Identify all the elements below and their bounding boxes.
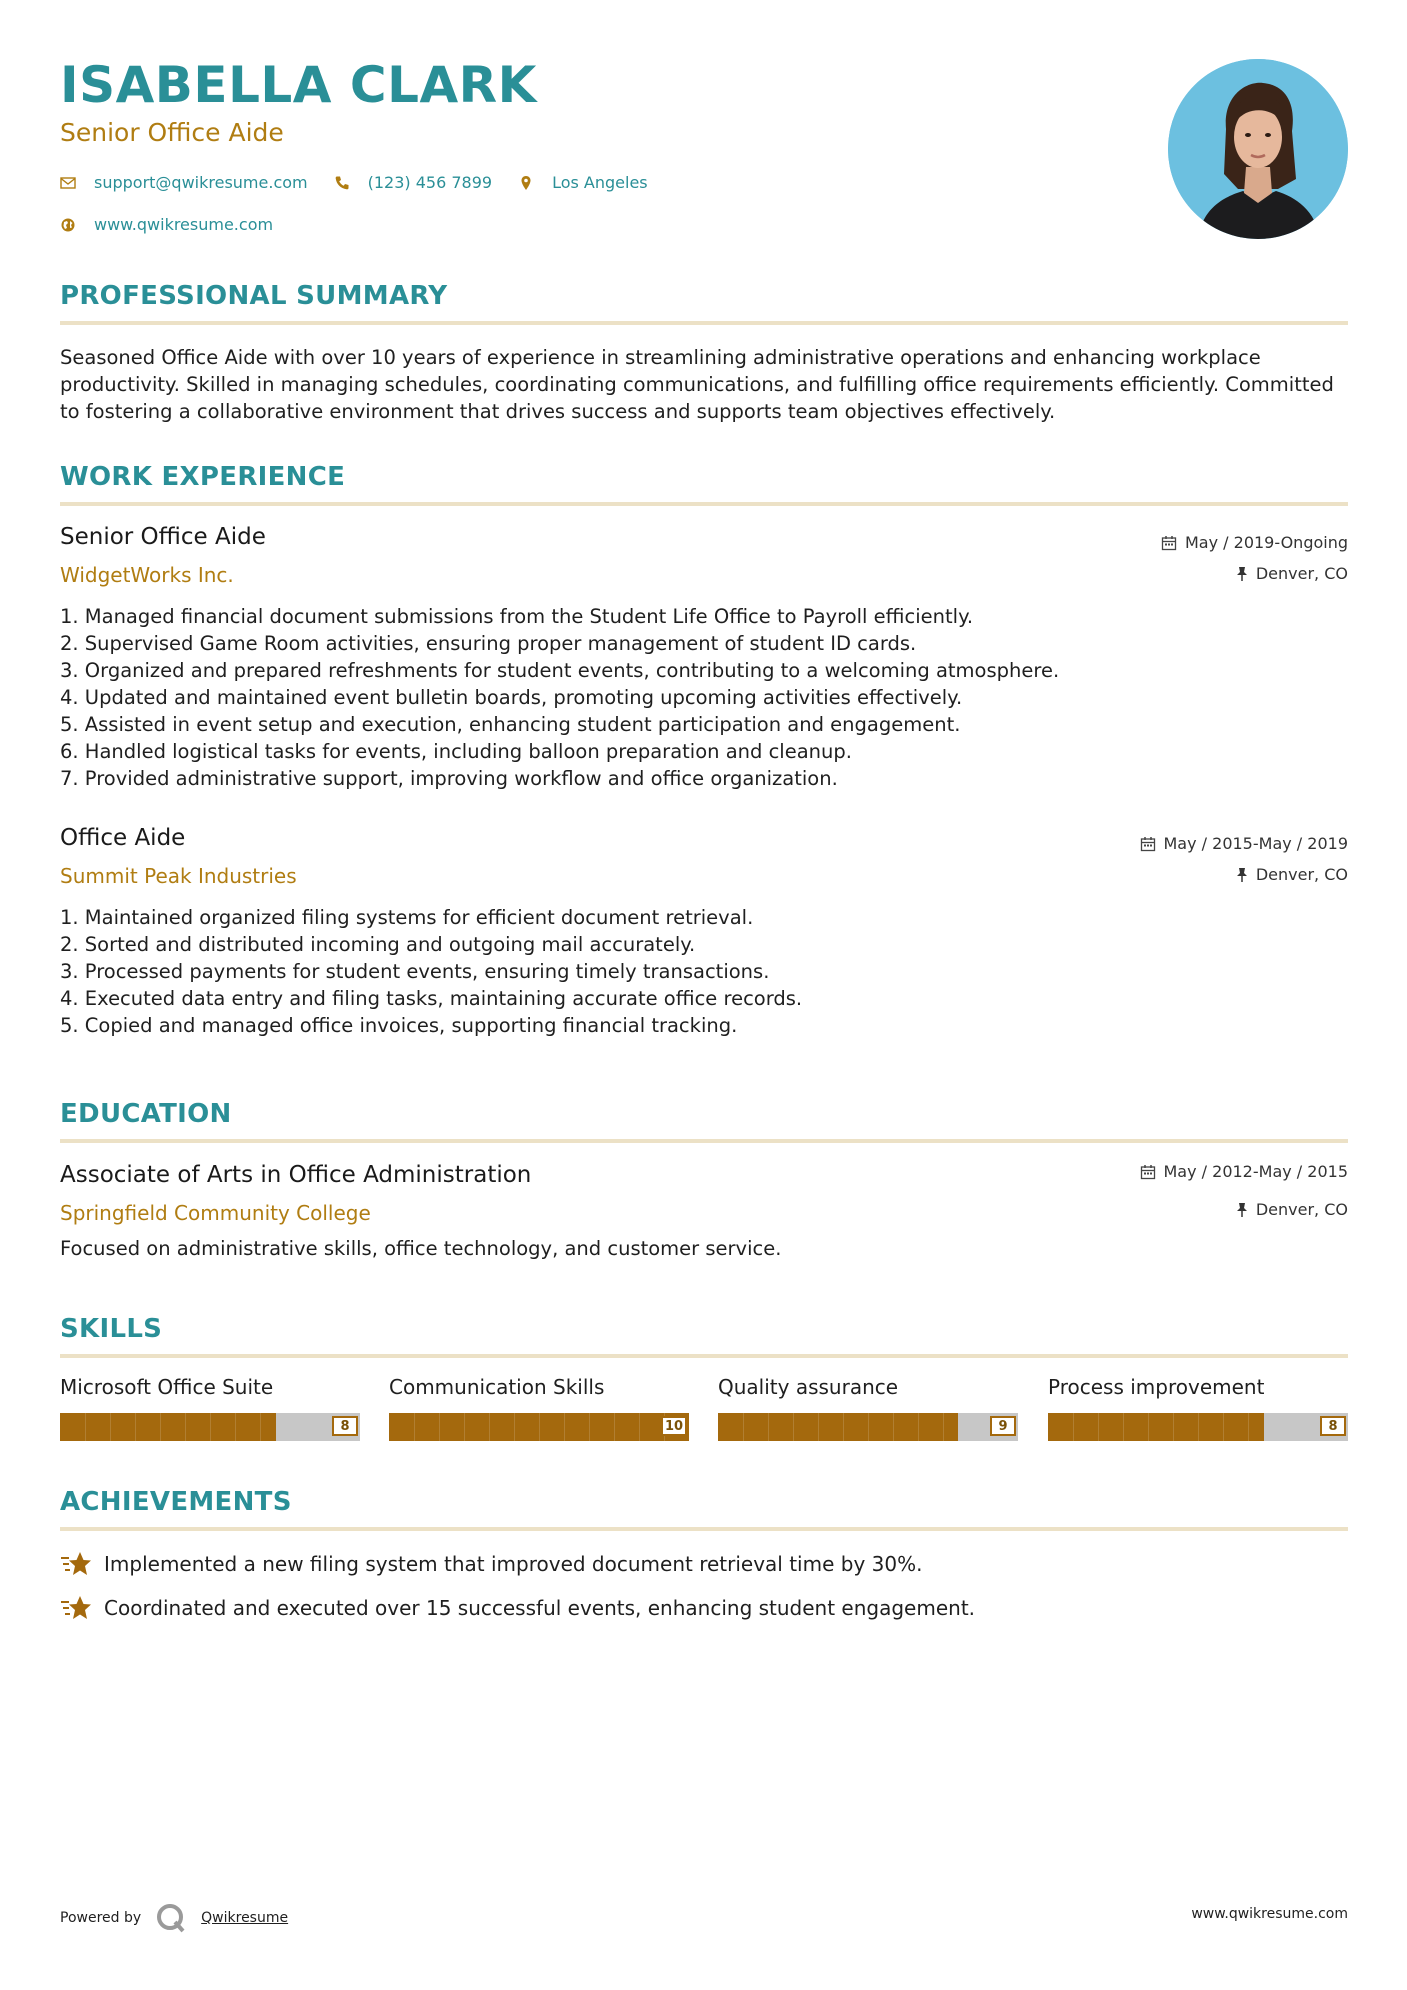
contact-website[interactable] <box>60 215 273 234</box>
skill-bar-segment <box>110 1413 111 1441</box>
education-school: Springfield Community College <box>60 1201 371 1225</box>
map-pin-icon <box>518 175 534 191</box>
list-item: 3. Organized and prepared refreshments for student events, contributing to a welcoming atmosphere. <box>60 659 1060 682</box>
skill-bar-segment <box>439 1413 440 1441</box>
contact-row-secondary <box>60 215 299 234</box>
skill-rating: 8 <box>1320 1416 1346 1436</box>
education-degree: Associate of Arts in Office Administration <box>60 1162 532 1188</box>
education-heading: EDUCATION <box>60 1099 232 1129</box>
list-item: 1. Managed financial document submissions from the Student Life Office to Payroll efficiently. <box>60 605 974 628</box>
website-text: www.qwikresume.com <box>94 215 274 234</box>
star-award-icon <box>60 1550 92 1578</box>
skill-bar-segment <box>160 1413 161 1441</box>
education-dates <box>1140 1162 1349 1181</box>
education-description: Focused on administrative skills, office technology, and customer service. <box>60 1237 782 1260</box>
contact-phone[interactable] <box>334 173 492 192</box>
skill-bar-segment <box>85 1413 86 1441</box>
list-item: 2. Sorted and distributed incoming and outgoing mail accurately. <box>60 933 696 956</box>
achievement-text: Implemented a new filing system that improved document retrieval time by 30%. <box>104 1552 923 1576</box>
job-dates <box>1140 834 1349 853</box>
skill-bar-segment <box>589 1413 590 1441</box>
skill-label: Communication Skills <box>389 1375 605 1399</box>
skill-bar <box>60 1413 360 1441</box>
skill-bar-segment <box>918 1413 919 1441</box>
job-bullets <box>60 603 1059 792</box>
summary-heading: PROFESSIONAL SUMMARY <box>60 281 448 311</box>
job-location <box>1236 865 1348 884</box>
skill-bar-segment <box>210 1413 211 1441</box>
list-item: 6. Handled logistical tasks for events, including balloon preparation and cleanup. <box>60 740 852 763</box>
education-dates-text: May / 2012-May / 2015 <box>1163 1162 1348 1181</box>
list-item: 5. Assisted in event setup and execution, enhancing student participation and engagement. <box>60 713 961 736</box>
list-item: 4. Executed data entry and filing tasks, maintaining accurate office records. <box>60 987 803 1010</box>
job-location-text: Denver, CO <box>1255 865 1348 884</box>
skill-bar-segment <box>1148 1413 1149 1441</box>
experience-divider <box>60 502 1348 506</box>
achievement-item <box>60 1594 975 1622</box>
calendar-icon <box>1140 1164 1156 1180</box>
skill-bar-segment <box>185 1413 186 1441</box>
pushpin-icon <box>1236 566 1248 582</box>
skill-bar-segment <box>1248 1413 1249 1441</box>
calendar-icon <box>1161 535 1177 551</box>
skill-bar-fill <box>718 1413 958 1441</box>
list-item: 7. Provided administrative support, improving workflow and office organization. <box>60 767 838 790</box>
skill-bar-segment <box>614 1413 615 1441</box>
skills-heading: SKILLS <box>60 1314 163 1344</box>
skill-bar-segment <box>818 1413 819 1441</box>
education-divider <box>60 1139 1348 1143</box>
location-text: Los Angeles <box>552 173 648 192</box>
job-company: Summit Peak Industries <box>60 864 297 888</box>
skill-item <box>1048 1375 1348 1441</box>
skill-bar-segment <box>539 1413 540 1441</box>
skill-bar-segment <box>1173 1413 1174 1441</box>
contact-location <box>518 173 648 192</box>
skill-bar <box>718 1413 1018 1441</box>
footer-website[interactable]: www.qwikresume.com <box>1191 1906 1348 1922</box>
list-item: 2. Supervised Game Room activities, ensuring proper management of student ID cards. <box>60 632 917 655</box>
skill-bar <box>1048 1413 1348 1441</box>
summary-text: Seasoned Office Aide with over 10 years of experience in streamlining administrative operations and enhancing workplace productivity. Skilled in managing schedules, coordinating communications, and fulfilling office requirements efficiently. Committed to fostering a collaborative environment that drives success and supports team objectives effectively. <box>60 346 1334 423</box>
skill-item <box>718 1375 1018 1441</box>
skill-bar-segment <box>489 1413 490 1441</box>
job-role: Office Aide <box>60 825 186 851</box>
job-dates-text: May / 2015-May / 2019 <box>1163 834 1348 853</box>
education-location <box>1236 1200 1348 1219</box>
qwikresume-logo-icon <box>155 1902 187 1934</box>
email-text: support@qwikresume.com <box>94 173 308 192</box>
skill-bar-segment <box>793 1413 794 1441</box>
summary-divider <box>60 321 1348 325</box>
job-bullets <box>60 904 802 1039</box>
achievements-heading: ACHIEVEMENTS <box>60 1487 292 1517</box>
skill-bar-segment <box>743 1413 744 1441</box>
phone-icon <box>334 175 350 191</box>
skill-bar-segment <box>135 1413 136 1441</box>
skill-bar-segment <box>893 1413 894 1441</box>
list-item: 1. Maintained organized filing systems for efficient document retrieval. <box>60 906 754 929</box>
profile-photo <box>1168 59 1348 239</box>
qwikresume-link[interactable]: Qwikresume <box>201 1910 289 1926</box>
skill-bar-segment <box>1123 1413 1124 1441</box>
globe-icon <box>60 217 76 233</box>
powered-by-text: Powered by <box>60 1910 142 1926</box>
experience-heading: WORK EXPERIENCE <box>60 462 346 492</box>
skill-rating: 8 <box>332 1416 358 1436</box>
skill-bar-segment <box>464 1413 465 1441</box>
list-item: 5. Copied and managed office invoices, supporting financial tracking. <box>60 1014 738 1037</box>
job-company: WidgetWorks Inc. <box>60 563 234 587</box>
skill-bar-fill <box>1048 1413 1264 1441</box>
skill-bar-segment <box>1098 1413 1099 1441</box>
skill-item <box>389 1375 689 1441</box>
footer-powered-by <box>60 1902 288 1934</box>
education-location-text: Denver, CO <box>1255 1200 1348 1219</box>
skill-bar-fill <box>60 1413 276 1441</box>
skill-rating: 10 <box>661 1416 687 1436</box>
skill-bar-segment <box>768 1413 769 1441</box>
skill-item <box>60 1375 360 1441</box>
star-award-icon <box>60 1594 92 1622</box>
list-item: 4. Updated and maintained event bulletin boards, promoting upcoming activities effectively. <box>60 686 963 709</box>
contact-row-primary <box>60 173 674 192</box>
skill-bar-segment <box>235 1413 236 1441</box>
envelope-icon <box>60 175 76 191</box>
avatar <box>1168 59 1348 239</box>
skill-bar-segment <box>514 1413 515 1441</box>
phone-text: (123) 456 7899 <box>367 173 493 192</box>
job-dates-text: May / 2019-Ongoing <box>1185 533 1348 552</box>
job-location-text: Denver, CO <box>1255 564 1348 583</box>
candidate-title: Senior Office Aide <box>60 118 284 147</box>
job-role: Senior Office Aide <box>60 524 266 550</box>
candidate-name: ISABELLA CLARK <box>60 56 537 114</box>
skills-divider <box>60 1354 1348 1358</box>
skill-bar-segment <box>414 1413 415 1441</box>
achievement-text: Coordinated and executed over 15 successful events, enhancing student engagement. <box>104 1596 976 1620</box>
skill-bar-segment <box>1073 1413 1074 1441</box>
pushpin-icon <box>1236 1202 1248 1218</box>
skill-bar <box>389 1413 689 1441</box>
skill-bar-segment <box>564 1413 565 1441</box>
skill-label: Microsoft Office Suite <box>60 1375 274 1399</box>
skill-bar-segment <box>260 1413 261 1441</box>
calendar-icon <box>1140 836 1156 852</box>
skill-label: Quality assurance <box>718 1375 899 1399</box>
skill-label: Process improvement <box>1048 1375 1265 1399</box>
skill-bar-segment <box>1198 1413 1199 1441</box>
list-item: 3. Processed payments for student events, ensuring timely transactions. <box>60 960 770 983</box>
skill-bar-segment <box>639 1413 640 1441</box>
skill-bar-segment <box>943 1413 944 1441</box>
job-dates <box>1161 533 1348 552</box>
contact-email[interactable] <box>60 173 308 192</box>
skill-bar-segment <box>1223 1413 1224 1441</box>
job-location <box>1236 564 1348 583</box>
skill-bar-segment <box>868 1413 869 1441</box>
achievements-divider <box>60 1527 1348 1531</box>
achievement-item <box>60 1550 922 1578</box>
pushpin-icon <box>1236 867 1248 883</box>
skill-rating: 9 <box>990 1416 1016 1436</box>
skill-bar-segment <box>843 1413 844 1441</box>
